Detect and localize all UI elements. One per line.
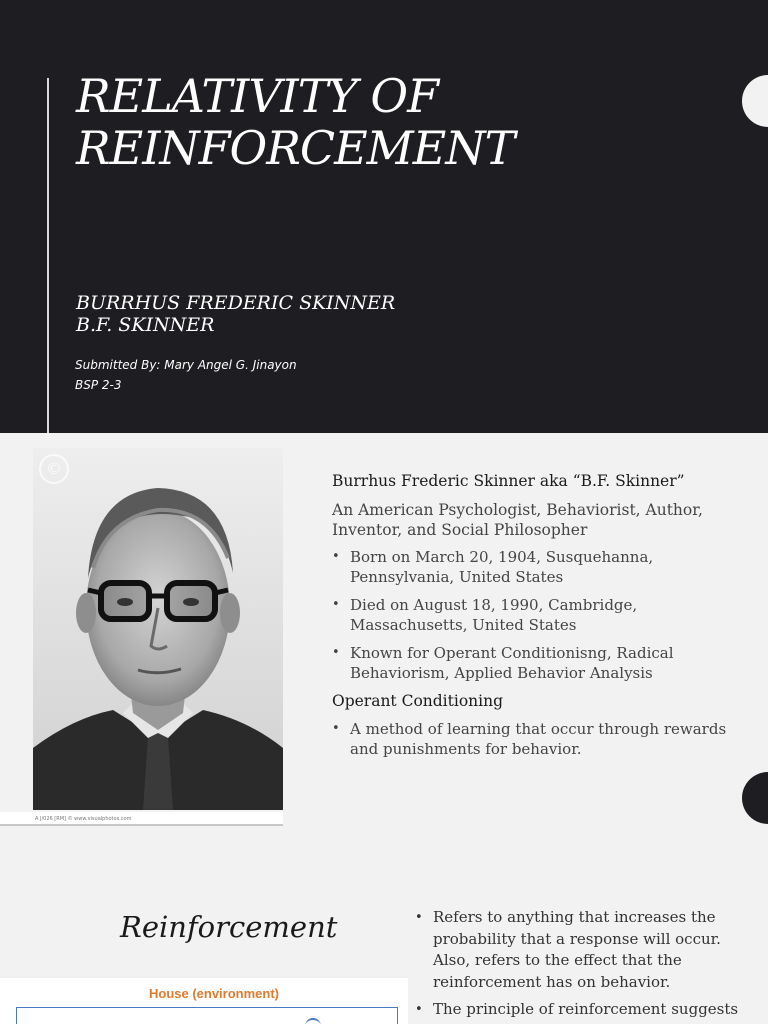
- biography-content: [332, 471, 752, 767]
- title-slide: [0, 0, 768, 433]
- decorative-circle: [742, 772, 768, 824]
- list-item: • Known for Operant Conditionisng, Radical Behaviorism, Applied Behavior Analysis: [332, 643, 752, 683]
- list-item: • Died on August 18, 1990, Cambridge, Massachusetts, United States: [332, 595, 752, 635]
- portrait-image: [33, 448, 283, 810]
- reinforcement-title: Reinforcement: [120, 910, 338, 944]
- title-line-2: REINFORCEMENT: [76, 121, 515, 175]
- section-label: BSP 2-3: [75, 378, 122, 392]
- operant-heading: Operant Conditioning: [332, 692, 504, 710]
- decorative-circle: [742, 75, 768, 127]
- bio-heading: Burrhus Frederic Skinner aka “B.F. Skinner”: [332, 472, 685, 490]
- operant-list: [332, 719, 752, 759]
- diagram-box: [16, 1007, 398, 1024]
- submitted-info: [75, 355, 297, 395]
- reinforcement-slide: [0, 833, 768, 1024]
- diagram-label: House (environment): [148, 986, 279, 1001]
- accent-divider: [47, 78, 49, 433]
- list-item: • Born on March 20, 1904, Susquehanna, Pennsylvania, United States: [332, 547, 752, 587]
- environment-diagram: [0, 978, 408, 1024]
- presentation-subtitle: [76, 292, 395, 336]
- bio-facts-list: [332, 547, 752, 683]
- photo-caption: A J/026 [RM] © www.visualphotos.com: [0, 812, 283, 826]
- subtitle-line-2: B.F. SKINNER: [76, 314, 215, 336]
- subtitle-line-1: BURRHUS FREDERIC SKINNER: [76, 292, 396, 314]
- reinforcement-content: [415, 907, 755, 1024]
- bio-description: An American Psychologist, Behaviorist, Author, Inventor, and Social Philosopher: [332, 501, 703, 539]
- title-line-1: RELATIVITY OF: [76, 69, 439, 123]
- presentation-title: [76, 70, 676, 174]
- photo-caption-bar: [0, 810, 283, 826]
- skinner-portrait: [33, 448, 283, 810]
- biography-slide: [0, 433, 768, 833]
- list-item: • The principle of reinforcement suggests: [415, 999, 755, 1021]
- list-item: • A method of learning that occur through rewards and punishments for behavior.: [332, 719, 752, 759]
- submitted-by: Submitted By: Mary Angel G. Jinayon: [75, 358, 297, 372]
- copyright-icon: ©: [39, 454, 69, 484]
- reinforcement-list: [415, 907, 755, 1021]
- list-item: • Refers to anything that increases the probability that a response will occur. Also, refers to the effect that the reinforcement has on behavior.: [415, 907, 755, 993]
